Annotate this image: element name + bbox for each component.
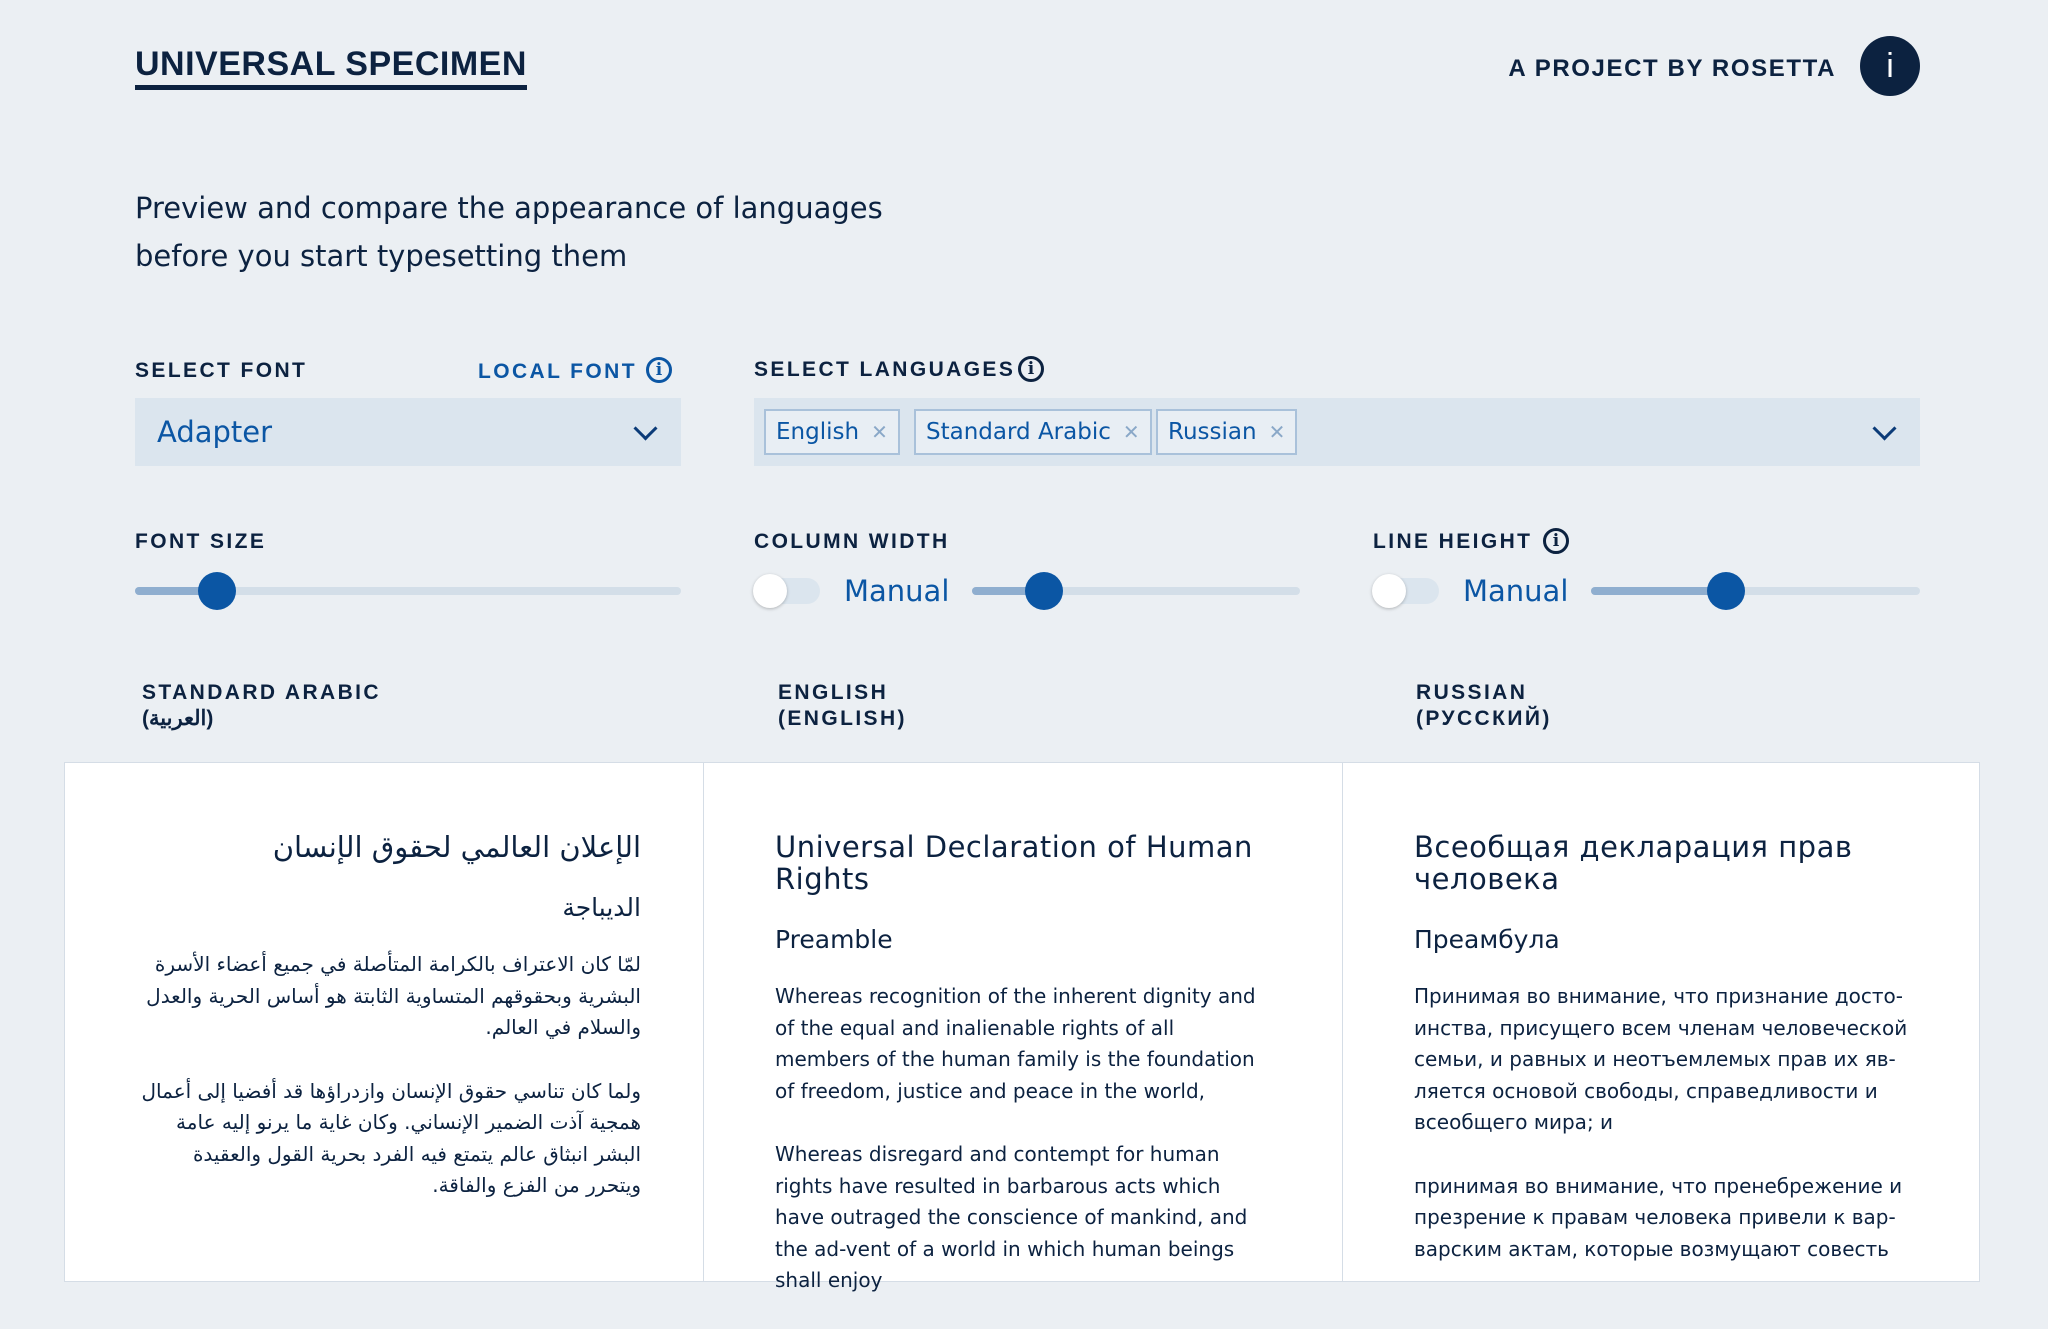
specimen-paragraph: لمّا كان الاعتراف بالكرامة المتأصلة في جميع أعضاء الأسرة البشرية وبحقوقهم المتساوية الثابتة هو أساس الحرية والعدل والسلام في العالم. (146, 952, 641, 1039)
column-language-name: ENGLISH (778, 681, 889, 704)
font-select[interactable] (135, 398, 681, 466)
toggle-knob (753, 574, 787, 608)
chevron-down-icon (633, 416, 657, 440)
specimen-subtitle: Preamble (775, 925, 893, 954)
font-select-value: Adapter (157, 415, 273, 449)
column-header-english (778, 680, 907, 732)
specimen-paragraph: Whereas disregard and contempt for human rights have resulted in barbarous acts which have outraged the conscience of mankind, and the ad-vent of a world in which human beings shall enjoy (775, 1142, 1248, 1292)
column-divider (703, 763, 704, 1281)
column-native-name: (العربية) (142, 707, 214, 730)
language-chip-standard-arabic (914, 409, 1152, 455)
info-icon: i (1886, 47, 1894, 85)
language-chip-russian (1156, 409, 1297, 455)
select-languages-label: SELECT LANGUAGES (754, 358, 1016, 381)
language-chip-english (764, 409, 900, 455)
intro-line-1: Preview and compare the appearance of languages (135, 191, 883, 225)
language-chip-label: English (776, 419, 860, 445)
column-divider (1342, 763, 1343, 1281)
line-height-label: LINE HEIGHT (1373, 530, 1533, 553)
column-header-arabic (142, 680, 381, 732)
slider-fill (1591, 587, 1726, 595)
font-size-label: FONT SIZE (135, 530, 267, 553)
select-font-label: SELECT FONT (135, 359, 308, 382)
slider-thumb[interactable] (1025, 572, 1063, 610)
column-native-name: (ENGLISH) (778, 707, 907, 730)
specimen-panels (64, 762, 1980, 1292)
english-text-column (775, 831, 1275, 1329)
line-height-manual-label: Manual (1463, 574, 1569, 608)
chevron-down-icon[interactable] (1872, 416, 1896, 440)
specimen-subtitle: Преамбула (1414, 925, 1560, 954)
remove-russian-icon[interactable]: ✕ (1268, 420, 1286, 444)
specimen-title: Всеобщая декларация прав человека (1414, 830, 1853, 896)
line-height-slider[interactable] (1591, 587, 1920, 595)
local-font-link[interactable]: LOCAL FONT (478, 360, 637, 383)
local-font-info-icon[interactable]: i (646, 357, 672, 383)
info-button[interactable] (1860, 36, 1920, 96)
language-chip-label: Russian (1168, 419, 1257, 445)
column-width-manual-label: Manual (844, 574, 950, 608)
intro-text (135, 184, 1035, 280)
project-byline-link[interactable]: A PROJECT BY ROSETTA (1508, 55, 1836, 82)
site-logo[interactable]: UNIVERSAL SPECIMEN (135, 44, 527, 90)
specimen-title: الإعلان العالمي لحقوق الإنسان (272, 830, 641, 864)
specimen-paragraph: Принимая во внимание, что признание досто-инства, присущего всем членам человеческой семьи, и равных и неотъемлемых прав их яв-ляется основой свободы, справедливости и всеобщего мира; и (1414, 984, 1908, 1134)
line-height-manual-toggle[interactable] (1373, 578, 1439, 604)
column-width-manual-toggle[interactable] (754, 578, 820, 604)
column-width-slider[interactable] (972, 587, 1300, 595)
specimen-paragraph: Whereas recognition of the inherent dignity and of the equal and inalienable rights of all members of the human family is the foundation of freedom, justice and peace in the world, (775, 984, 1256, 1103)
remove-standard-arabic-icon[interactable]: ✕ (1122, 420, 1140, 444)
column-language-name: STANDARD ARABIC (142, 681, 381, 704)
line-height-info-icon[interactable]: i (1543, 528, 1569, 554)
specimen-subtitle: الديباجة (562, 893, 641, 922)
column-language-name: RUSSIAN (1416, 681, 1528, 704)
specimen-title: Universal Declaration of Human Rights (775, 830, 1253, 896)
column-header-russian (1416, 680, 1552, 732)
remove-english-icon[interactable]: ✕ (871, 420, 888, 444)
arabic-text-column (141, 831, 641, 1234)
column-width-label: COLUMN WIDTH (754, 530, 950, 553)
russian-text-column (1414, 831, 1914, 1297)
intro-line-2: before you start typesetting them (135, 239, 628, 273)
column-native-name: (РУССКИЙ) (1416, 707, 1552, 730)
font-size-slider[interactable] (135, 587, 681, 595)
languages-select[interactable] (754, 398, 1920, 466)
slider-thumb[interactable] (198, 572, 236, 610)
languages-info-icon[interactable]: i (1018, 356, 1044, 382)
slider-thumb[interactable] (1707, 572, 1745, 610)
specimen-paragraph: принимая во внимание, что пренебрежение и презрение к правам человека привели к вар-варским актам, которые возмущают совесть (1414, 1173, 1903, 1261)
toggle-knob (1372, 574, 1406, 608)
specimen-paragraph: ولما كان تناسي حقوق الإنسان وازدراؤها قد أفضيا إلى أعمال همجية آذت الضمير الإنساني. وكان غاية ما يرنو إليه عامة البشر انبثاق عالم يتمتع فيه الفرد بحرية القول والعقيدة ويتحرر من الفزع والفاقة. (141, 1078, 641, 1197)
language-chip-label: Standard Arabic (926, 419, 1111, 445)
